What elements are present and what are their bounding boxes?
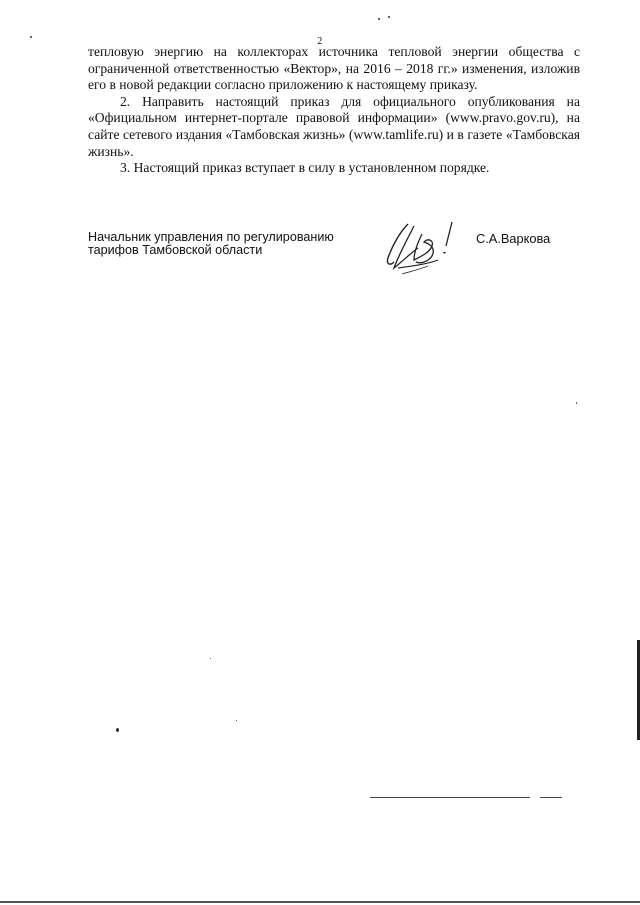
scan-speck — [236, 720, 237, 721]
page-number: 2 — [317, 36, 323, 47]
paragraph-continuation: тепловую энергию на коллекторах источника тепловой энергии общества с ограниченной ответственностью «Вектор», на 2016 – 2018 гг.» изменения, изложив его в новой редакции согласно приложению к настоящему приказу. — [88, 44, 580, 93]
scan-speck — [388, 16, 390, 18]
signer-name: С.А.Варкова — [476, 231, 551, 246]
scan-mark-line — [540, 797, 562, 798]
signatory-position — [88, 231, 378, 258]
scan-speck — [378, 18, 380, 20]
signatory-position-line-1: Начальник управления по регулированию — [88, 230, 334, 244]
scan-speck — [30, 36, 32, 38]
paragraph-item-2: 2. Направить настоящий приказ для официального опубликования на «Официальном интернет-портале правовой информации» (www.pravo.gov.ru), на сайте сетевого издания «Тамбовская жизнь» (www.tamlife.ru) и в газете «Тамбовская жизнь». — [88, 93, 580, 159]
document-body — [88, 44, 580, 177]
scan-speck — [210, 658, 211, 659]
paragraph-item-3: 3. Настоящий приказ вступает в силу в установленном порядке. — [120, 160, 490, 176]
scan-speck — [116, 728, 119, 732]
scan-edge-bottom — [0, 901, 640, 903]
scan-speck — [576, 402, 577, 404]
handwritten-signature — [378, 212, 470, 282]
signatory-position-line-2: тарифов Тамбовской области — [88, 243, 263, 258]
scan-mark-line — [370, 797, 530, 798]
